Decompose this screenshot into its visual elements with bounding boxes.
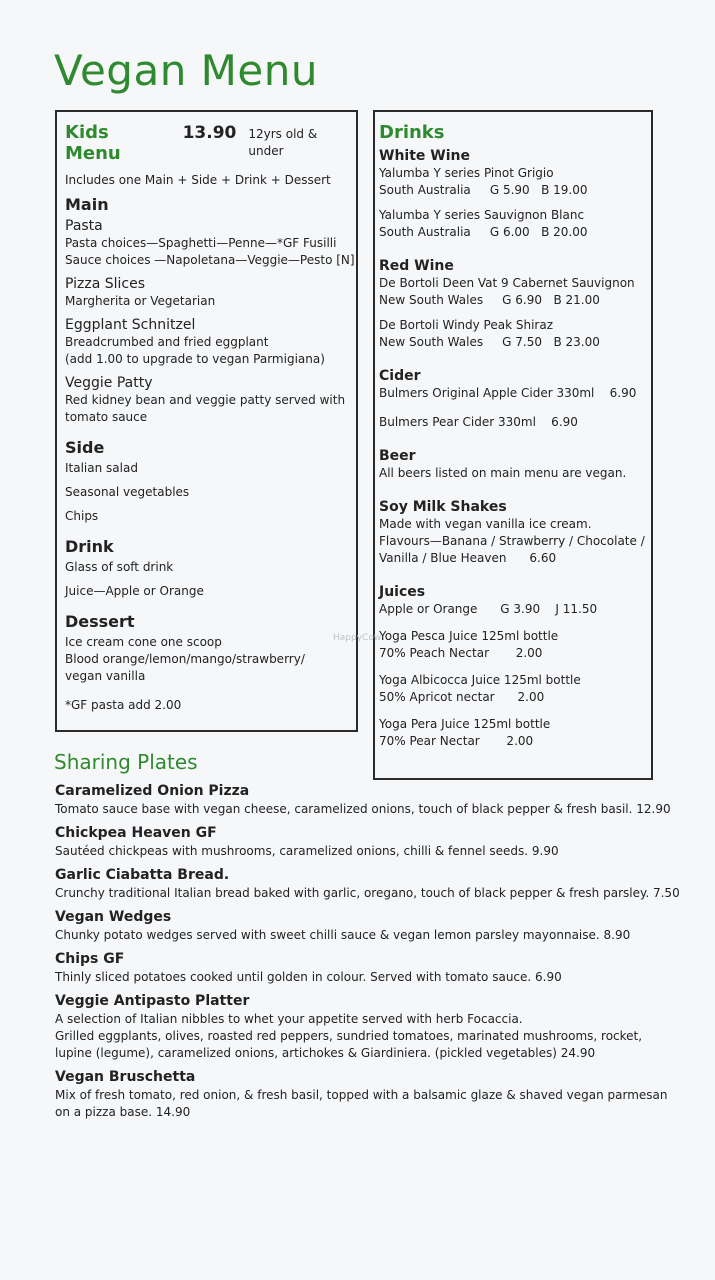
dessert-line: Ice cream cone one scoop (65, 635, 222, 649)
drink-entry-line: New South Wales G 6.90 B 21.00 (379, 293, 600, 307)
drinks-title: Drinks (379, 122, 445, 143)
drink-entry (379, 275, 651, 309)
kids-menu-price: 13.90 (182, 123, 237, 143)
juice-entry-line: 70% Pear Nectar 2.00 (379, 734, 534, 748)
main-item-line: Margherita or Vegetarian (65, 294, 216, 308)
main-item-name: Pasta (65, 218, 103, 234)
juice-entry-line: Yoga Albicocca Juice 125ml bottle (379, 673, 581, 687)
dessert-line: vegan vanilla (65, 669, 146, 683)
sharing-item-desc: Mix of fresh tomato, red onion, & fresh basil, topped with a balsamic glaze & shaved vegan parmesan on a pizza base. 14.90 (55, 1088, 668, 1119)
main-heading: Main (65, 195, 109, 214)
sharing-item-name: Caramelized Onion Pizza (55, 783, 250, 799)
kids-menu-title: Kids Menu (65, 122, 121, 164)
sharing-item-name: Veggie Antipasto Platter (55, 993, 250, 1009)
sharing-item (55, 1068, 695, 1121)
sharing-item-desc: Chunky potato wedges served with sweet chilli sauce & vegan lemon parsley mayonnaise. 8.90 (55, 928, 631, 942)
drink-entry (379, 317, 651, 351)
drink-entry-line: Yalumba Y series Pinot Grigio (379, 166, 554, 180)
shakes-line: Flavours—Banana / Strawberry / Chocolate / (379, 534, 645, 548)
side-item: Italian salad (65, 461, 138, 475)
side-item: Chips (65, 509, 99, 523)
juice-entry (379, 628, 651, 662)
drink-entry-line: De Bortoli Windy Peak Shiraz (379, 318, 553, 332)
side-heading: Side (65, 438, 105, 457)
sharing-item (55, 782, 695, 818)
drink-heading: Drink (65, 537, 114, 556)
drink-entry-line: South Australia G 5.90 B 19.00 (379, 183, 588, 197)
page-title: Vegan Menu (54, 46, 318, 95)
drinks-box (373, 110, 653, 780)
sharing-item (55, 908, 695, 944)
sharing-item-desc: Crunchy traditional Italian bread baked with garlic, oregano, touch of black pepper & fresh parsley. 7.50 (55, 886, 680, 900)
juice-entry-line: 70% Peach Nectar 2.00 (379, 646, 543, 660)
cider-item: Bulmers Pear Cider 330ml 6.90 (379, 415, 578, 429)
main-item-line: (add 1.00 to upgrade to vegan Parmigiana) (65, 352, 325, 366)
main-item-line: tomato sauce (65, 410, 148, 424)
red-wine-heading: Red Wine (379, 258, 454, 274)
cider-item: Bulmers Original Apple Cider 330ml 6.90 (379, 386, 637, 400)
kids-menu-age: 12yrs old & under (248, 127, 318, 158)
kids-includes: Includes one Main + Side + Drink + Dessert (65, 173, 331, 187)
sharing-item (55, 824, 695, 860)
happycow-watermark: HappyCow (333, 633, 382, 643)
main-item (65, 217, 356, 269)
juice-entry-line: Yoga Pera Juice 125ml bottle (379, 717, 551, 731)
juice-item: Apple or Orange G 3.90 J 11.50 (379, 602, 598, 616)
sharing-item (55, 992, 695, 1062)
drink-item: Glass of soft drink (65, 560, 174, 574)
sharing-item-desc: Thinly sliced potatoes cooked until golden in colour. Served with tomato sauce. 6.90 (55, 970, 562, 984)
drink-entry-line: De Bortoli Deen Vat 9 Cabernet Sauvignon (379, 276, 635, 290)
sharing-item-name: Vegan Wedges (55, 909, 172, 925)
dessert-line: Blood orange/lemon/mango/strawberry/ (65, 652, 305, 666)
shakes-line: Made with vegan vanilla ice cream. (379, 517, 592, 531)
kids-menu-header (65, 122, 356, 164)
sharing-plates-title: Sharing Plates (54, 750, 198, 774)
cider-heading: Cider (379, 368, 421, 384)
sharing-item-name: Garlic Ciabatta Bread. (55, 867, 230, 883)
sharing-item-desc: A selection of Italian nibbles to whet your appetite served with herb Focaccia. Grilled eggplants, olives, roasted red peppers, sundried tomatoes, marinated mushrooms, rocket, lupine (legume), caramelized onions, artichokes & Giardiniera. (pickled vegetables) 24.90 (55, 1012, 643, 1060)
main-item (65, 374, 356, 426)
drink-entry-line: Yalumba Y series Sauvignon Blanc (379, 208, 585, 222)
main-item-line: Sauce choices —Napoletana—Veggie—Pesto [N] (65, 253, 355, 267)
dessert-heading: Dessert (65, 612, 135, 631)
sharing-item-name: Chickpea Heaven GF (55, 825, 217, 841)
main-item-line: Breadcrumbed and fried eggplant (65, 335, 269, 349)
shakes-heading: Soy Milk Shakes (379, 499, 507, 515)
shakes-line: Vanilla / Blue Heaven 6.60 (379, 551, 557, 565)
juice-entry-line: Yoga Pesca Juice 125ml bottle (379, 629, 559, 643)
drink-item: Juice—Apple or Orange (65, 584, 204, 598)
main-item-name: Pizza Slices (65, 276, 146, 292)
main-item-line: Red kidney bean and veggie patty served with (65, 393, 346, 407)
kids-menu-box (55, 110, 358, 732)
juice-entry (379, 716, 651, 750)
main-item-line: Pasta choices—Spaghetti—Penne—*GF Fusilli (65, 236, 337, 250)
main-item-name: Eggplant Schnitzel (65, 317, 196, 333)
drink-entry (379, 165, 651, 199)
sharing-item-name: Vegan Bruschetta (55, 1069, 196, 1085)
juice-entry (379, 672, 651, 706)
sharing-item-desc: Tomato sauce base with vegan cheese, caramelized onions, touch of black pepper & fresh basil. 12.90 (55, 802, 671, 816)
sharing-plates-list (55, 782, 695, 1127)
sharing-item (55, 950, 695, 986)
drink-entry-line: New South Wales G 7.50 B 23.00 (379, 335, 600, 349)
gf-note: *GF pasta add 2.00 (65, 698, 182, 712)
sharing-item-name: Chips GF (55, 951, 125, 967)
drink-entry (379, 207, 651, 241)
sharing-item (55, 866, 695, 902)
main-item (65, 275, 356, 310)
white-wine-heading: White Wine (379, 148, 470, 164)
side-item: Seasonal vegetables (65, 485, 190, 499)
main-item (65, 316, 356, 368)
main-item-name: Veggie Patty (65, 375, 153, 391)
juice-entry-line: 50% Apricot nectar 2.00 (379, 690, 545, 704)
sharing-item-desc: Sautéed chickpeas with mushrooms, caramelized onions, chilli & fennel seeds. 9.90 (55, 844, 559, 858)
beer-heading: Beer (379, 448, 416, 464)
beer-note: All beers listed on main menu are vegan. (379, 466, 627, 480)
juices-heading: Juices (379, 584, 426, 600)
drink-entry-line: South Australia G 6.00 B 20.00 (379, 225, 588, 239)
